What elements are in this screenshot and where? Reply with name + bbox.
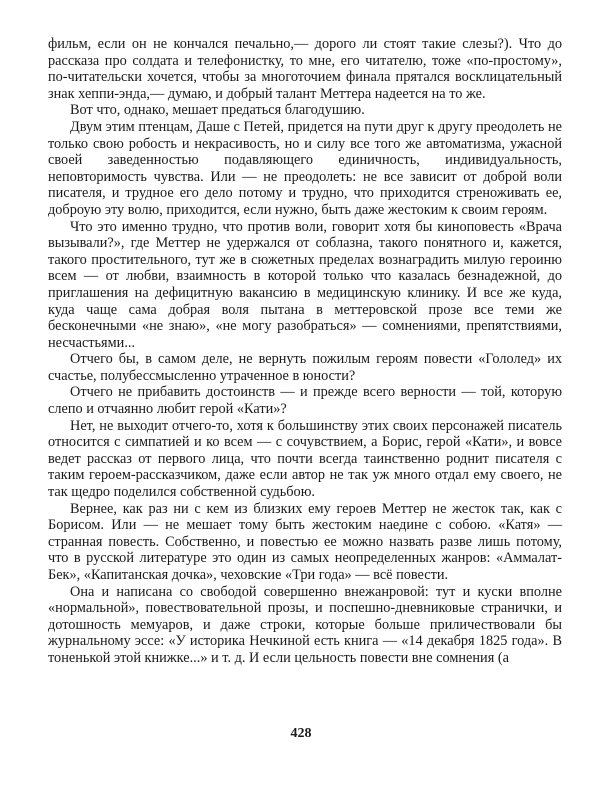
paragraph-4: Что это именно трудно, что против воли, говорит хотя бы киноповесть «Врача вызывали?», где Меттер не удержался от соблазна, такого понятного и, кажется, такого простительного, тут же в сюжетных пределах вознаградить милую героиню всем — от любви, взаимность в которой только что казалась безнадежной, до приглашения на дефицитную вакансию в медицинскую клинику. И все же куда, куда чаще сама добрая воля пытана в меттеровской прозе все теми же бесконечными «не знаю», «не могу разобраться» — сомнениями, препятствиями, несчастьями... [48, 218, 562, 351]
paragraph-3: Двум этим птенцам, Даше с Петей, придется на пути друг к другу преодолеть не только свою робость и некрасивость, но и силу все того же автоматизма, ужасной своей заведенностью подавляющего единичность, индивидуальность, неповторимость чувства. Или — не преодолеть: не все зависит от доброй воли писателя, и трудное его дело потому и трудно, что приходится стреноживать ее, доброую эту волю, приходится, если нужно, быть даже жестоким к своим героям. [48, 118, 562, 218]
paragraph-8: Вернее, как раз ни с кем из близких ему героев Меттер не жесток так, как с Борисом. Или — не мешает тому быть жестоким наедине с собою. «Катя» — странная повесть. Собственно, и повестью ее можно назвать разве лишь потому, что в русской литературе это один из самых неопределенных жанров: «Аммалат-Бек», «Капитанская дочка», чеховские «Три года» — всё повести. [48, 500, 562, 583]
paragraph-2: Вот что, однако, мешает предаться благодушию. [70, 102, 365, 119]
paragraph-6: Отчего не прибавить достоинств — и прежде всего верности — той, которую слепо и отчаянно любит герой «Кати»? [48, 384, 562, 418]
paragraph-7: Нет, не выходит отчего-то, хотя к большинству этих своих персонажей писатель относится с симпатией и ко всем — с сочувствием, а Борис, герой «Кати», и вовсе ведет рассказ от первого лица, что почти всегда таинственно роднит писателя с таким героем-рассказчиком, даже если автор не так уж много отдал ему своего, не так щедро поделился собственной судьбою. [48, 417, 562, 501]
page-number: 428 [290, 726, 312, 741]
page-body [48, 36, 562, 667]
paragraph-9: Она и написана со свободой совершенно внежанровой: тут и куски вполне «нормальной», повествовательной прозы, и поспешно-дневниковые странички, и дотошность мемуаров, и даже строки, которые больше приличествовали бы журнальному эссе: «У историка Нечкиной есть книга — «14 декабря 1825 года». В тоненькой этой книжке...» и т. д. И если цельность повести вне сомнения (а [48, 583, 562, 666]
paragraph-5: Отчего бы, в самом деле, не вернуть пожилым героям повести «Гололед» их счастье, полубессмысленно утраченное в юности? [48, 351, 562, 384]
paragraph-1: фильм, если он не кончался печально,— дорого ли стоят такие слезы?). Что до рассказа про солдата и телефонистку, то мне, его читателю, тоже «по-простому», по-читательски хочется, чтобы за многоточием финала прятался восклицательный знак хеппи-энда,— думаю, и добрый талант Меттера надеется на то же. [48, 36, 562, 102]
